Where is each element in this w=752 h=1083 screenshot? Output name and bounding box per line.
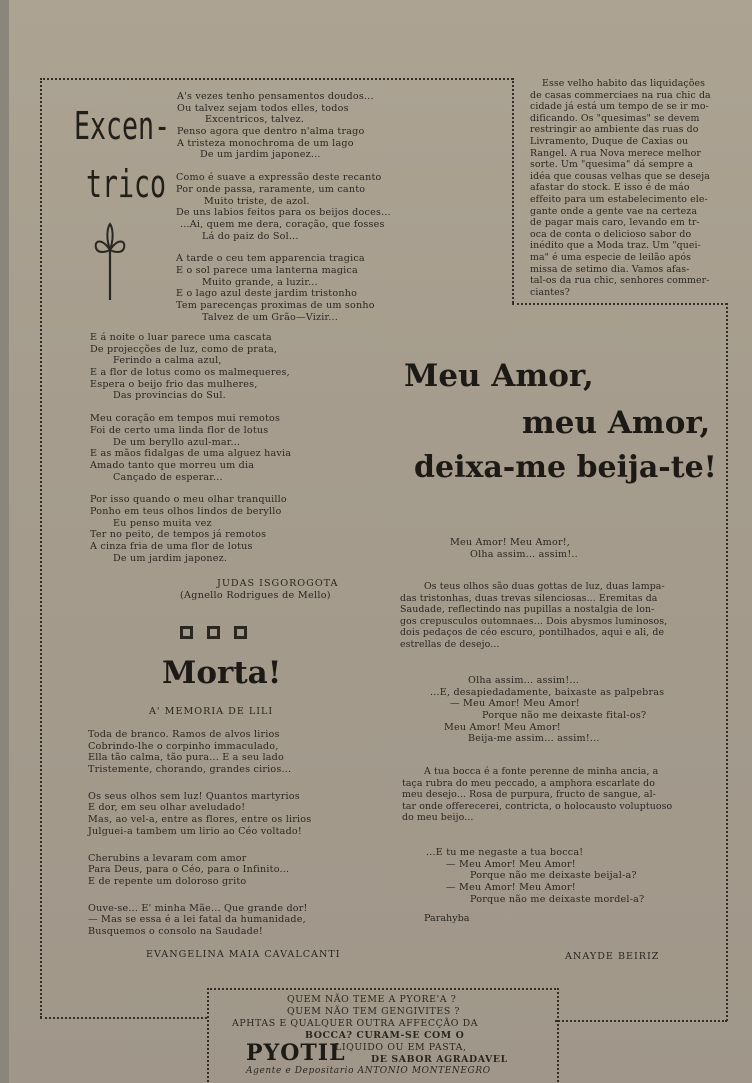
poem-line: De um jardim japonez.: [113, 552, 228, 564]
ad-line-3: APHTAS E QUALQUER OUTRA AFFECÇÃO DA: [232, 1018, 479, 1029]
poem-line: Tristemente, chorando, grandes cirios...: [88, 764, 292, 776]
meu-amor-paragraph-1: [400, 581, 667, 651]
poem-line: Cançado de esperar...: [113, 471, 223, 483]
poem-line: Espera o beijo frio das mulheres,: [90, 378, 258, 390]
poem-line: A tristeza monochroma de um lago: [177, 137, 354, 149]
meu-amor-refrain-1: [430, 675, 664, 745]
ad-line-2: QUEM NÃO TEM GENGIVITES ?: [287, 1006, 461, 1017]
article-line: ciantes?: [530, 286, 570, 298]
poem-line: De um jardim japonez...: [200, 149, 321, 161]
poem-line: Tem parecenças proximas de um sonho: [176, 300, 375, 311]
morta-poem: [88, 729, 311, 938]
poem-line: Amado tanto que morreu um dia: [90, 459, 255, 471]
ad-line-4: BOCCA? CURAM-SE COM O: [305, 1030, 465, 1041]
meu-amor-refrain-2: [426, 847, 644, 905]
excentrico-title-1: Excen-: [74, 104, 171, 148]
poem-line: Porque não me deixaste beijal-a?: [470, 870, 637, 882]
poem-line: Ouve-se... E' minha Mãe... Que grande dor!: [88, 902, 308, 914]
excentrico-poem-part1: [176, 91, 391, 323]
poem-line: Ou talvez sejam todos elles, todos: [177, 102, 349, 114]
poem-line: Ter no peito, de tempos já remotos: [90, 529, 267, 541]
poem-line: Ferindo a calma azul,: [113, 355, 222, 367]
article-line: Rangel. A rua Nova merece melhor: [530, 147, 702, 159]
poem-line: Meu Amor! Meu Amor!: [444, 721, 561, 733]
poem-line: E á noite o luar parece uma cascata: [90, 332, 272, 343]
poem-line: A tarde o ceu tem apparencia tragica: [176, 253, 365, 265]
article-line: sorte. Um "quesima" dá sempre a: [530, 159, 693, 171]
morta-subtitle: A' MEMORIA DE LILI: [149, 706, 274, 717]
poem-line: Para Deus, para o Céo, para o Infinito...: [88, 864, 290, 876]
poem-line: Os seus olhos sem luz! Quantos martyrios: [88, 790, 300, 802]
poem-line: E o lago azul deste jardim tristonho: [176, 288, 358, 300]
poem-line: De projecções de luz, como de prata,: [90, 343, 278, 355]
article-line: inédito que a Moda traz. Um "quei-: [530, 240, 701, 252]
poem-line: Muito triste, de azol.: [204, 195, 310, 207]
frame-right: [726, 303, 728, 1021]
article-line: do meu beijo...: [402, 812, 474, 824]
poem-line: Das provincias do Sul.: [113, 390, 226, 402]
poem-line: A cinza fria de uma flor de lotus: [90, 541, 253, 552]
poem-line: Excentricos, talvez.: [205, 114, 305, 126]
poem-line: — Mas se essa é a lei fatal da humanidade,: [88, 914, 306, 926]
article-line: gos crepusculos outomnaes... Dois abysmos luminosos,: [400, 615, 668, 627]
poem-line: Olha assim... assim!...: [468, 675, 580, 686]
frame-bottom-left: [40, 1017, 207, 1019]
poem-line: ...E tu me negaste a tua bocca!: [426, 847, 584, 858]
poem-line: Eu penso muita vez: [113, 517, 212, 529]
article-line: Saudade, reflectindo nas pupillas a nostalgia de lon-: [400, 604, 655, 616]
poem-line: Beija-me assim... assim!...: [468, 733, 600, 745]
article-line: Os teus olhos são duas gottas de luz, duas lampa-: [424, 581, 665, 592]
poem-line: De uns labios feitos para os beijos doces...: [176, 207, 391, 219]
meu-amor-author: ANAYDE BEIRIZ: [565, 951, 660, 962]
poem-line: Ponho em teus olhos lindos de beryllo: [90, 505, 282, 517]
ad-line-1: QUEM NÃO TEME A PYORE'A ?: [287, 994, 457, 1005]
poem-line: Penso agora que dentro n'alma trago: [177, 126, 365, 138]
article-line: taça rubra do meu peccado, a amphora escarlate do: [402, 777, 655, 789]
poem-line: — Meu Amor! Meu Amor!: [446, 882, 576, 894]
article-line: oca de conta o delicioso sabor do: [530, 228, 692, 240]
meu-amor-headline-2: meu Amor,: [522, 405, 711, 441]
morta-author: EVANGELINA MAIA CAVALCANTI: [146, 949, 341, 960]
article-line: A tua bocca é a fonte perenne de minha ancia, a: [424, 766, 659, 777]
poem-line: Meu coração em tempos mui remotos: [90, 413, 281, 425]
frame-divider-top: [512, 78, 514, 303]
frame-left: [40, 78, 42, 1018]
excentrico-author-realname: (Agnello Rodrigues de Mello): [180, 590, 331, 601]
poem-line: Porque não me deixaste mordel-a?: [470, 893, 645, 905]
poem-line: ...E, desapiedadamente, baixaste as palpebras: [430, 686, 665, 698]
meu-amor-paragraph-2: [402, 766, 672, 824]
poem-line: E de repente um doloroso grito: [88, 875, 247, 887]
article-line: tar onde offerecerei, contricta, o holocausto voluptuoso: [402, 800, 673, 812]
poem-line: Mas, ao vel-a, entre as flores, entre os lirios: [88, 814, 312, 826]
ornament-square-icon: [234, 626, 247, 639]
ad-line-6: DE SABOR AGRADAVEL: [371, 1054, 508, 1065]
article-line: estrellas de desejo...: [400, 638, 500, 650]
ad-agent: Agente e Depositario ANTONIO MONTENEGRO: [246, 1066, 491, 1076]
poem-line: Busquemos o consolo na Saudade!: [88, 925, 263, 937]
poem-line: Julguei-a tambem um lirio ao Céo voltado!: [88, 825, 302, 837]
poem-line: E o sol parece uma lanterna magica: [176, 264, 358, 276]
pyotil-brand: PYOTIL: [246, 1040, 346, 1066]
poem-line: Foi de certo uma linda flor de lotus: [90, 424, 269, 436]
frame-divider-mid: [512, 303, 727, 305]
excentrico-title-2: trico: [86, 162, 167, 206]
poem-line: Por isso quando o meu olhar tranquillo: [90, 494, 287, 506]
article-line: gante onde a gente vae na certeza: [530, 205, 698, 217]
poem-line: — Meu Amor! Meu Amor!: [446, 858, 576, 870]
poem-line: Talvez de um Grão—Vizir...: [202, 311, 339, 323]
excentrico-poem-part2: [90, 332, 291, 564]
poem-line: Toda de branco. Ramos de alvos lirios: [88, 729, 280, 740]
article-line: dois pedaços de céo escuro, pontilhados, aqui e ali, de: [400, 627, 665, 639]
poem-line: — Meu Amor! Meu Amor!: [450, 698, 580, 710]
poem-line: Ella tão calma, tão pura... E a seu lado: [88, 752, 284, 764]
quesima-article: [530, 78, 738, 298]
poem-line: E dor, em seu olhar aveludado!: [88, 802, 246, 814]
poem-line: E as mãos fidalgas de uma alguez havia: [90, 448, 292, 460]
poem-line: Porque não me deixaste fital-os?: [482, 710, 647, 722]
poem-line: E a flor de lotus como os malmequeres,: [90, 367, 290, 379]
poem-line: Lá do paiz do Sol...: [202, 230, 299, 242]
poem-line: Cherubins a levaram com amor: [88, 852, 247, 864]
article-line: Livramento, Duque de Caxias ou: [530, 135, 689, 147]
poem-line: Cobrindo-lhe o corpinho immaculado,: [88, 740, 279, 752]
meu-amor-headline-3: deixa-me beija-te!: [414, 450, 717, 485]
article-line: effeito para um estabelecimento ele-: [530, 193, 708, 205]
article-line: de casas commerciaes na rua chic da: [530, 89, 711, 101]
article-line: de pagar mais caro, levando em tr-: [530, 217, 700, 229]
article-line: idéa que cousas velhas que se deseja: [530, 170, 710, 182]
article-line: ma" é uma especie de leilão após: [530, 251, 692, 263]
article-line: Esse velho habito das liquidações: [542, 78, 706, 89]
poem-line: De um beryllo azul-mar...: [113, 436, 241, 448]
ornament-squares: [180, 624, 261, 643]
ornament-square-icon: [207, 626, 220, 639]
poem-line: Meu Amor! Meu Amor!,: [450, 537, 571, 548]
page-margin: [0, 0, 9, 1083]
poem-line: A's vezes tenho pensamentos doudos...: [177, 91, 374, 102]
frame-bottom-right: [555, 1020, 727, 1022]
article-line: afastar do stock. E isso é de máo: [530, 182, 690, 194]
article-line: dificando. Os "quesimas" se devem: [530, 112, 700, 124]
poem-line: Como é suave a expressão deste recanto: [176, 172, 382, 184]
meu-amor-place: Parahyba: [424, 913, 470, 924]
article-line: tal-os da rua chic, senhores commer-: [530, 275, 710, 287]
frame-top-left: [40, 78, 513, 80]
article-line: meu desejo... Rosa de purpura, fructo de sangue, al-: [402, 789, 656, 801]
lotus-flower-icon: [92, 222, 128, 302]
meu-amor-headline-1: Meu Amor,: [404, 358, 594, 394]
excentrico-author: JUDAS ISGOROGOTA: [217, 578, 339, 589]
article-line: missa de setimo dia. Vamos afas-: [530, 263, 690, 275]
article-line: cidade já está um tempo de se ir mo-: [530, 101, 709, 113]
poem-line: Olha assim... assim!..: [470, 548, 578, 560]
poem-line: Por onde passa, raramente, um canto: [176, 183, 366, 195]
poem-line: ...Ai, quem me dera, coração, que fosses: [180, 218, 385, 230]
ad-line-5: LIQUIDO OU EM PASTA,: [335, 1042, 467, 1053]
article-line: restringir ao ambiente das ruas do: [530, 124, 699, 136]
article-line: das tristonhas, duas trevas silenciosas... Eremitas da: [400, 592, 658, 604]
ornament-square-icon: [180, 626, 193, 639]
meu-amor-intro: [450, 537, 578, 560]
poem-line: Muito grande, a luzir...: [202, 276, 318, 288]
morta-title: Morta!: [162, 655, 282, 691]
